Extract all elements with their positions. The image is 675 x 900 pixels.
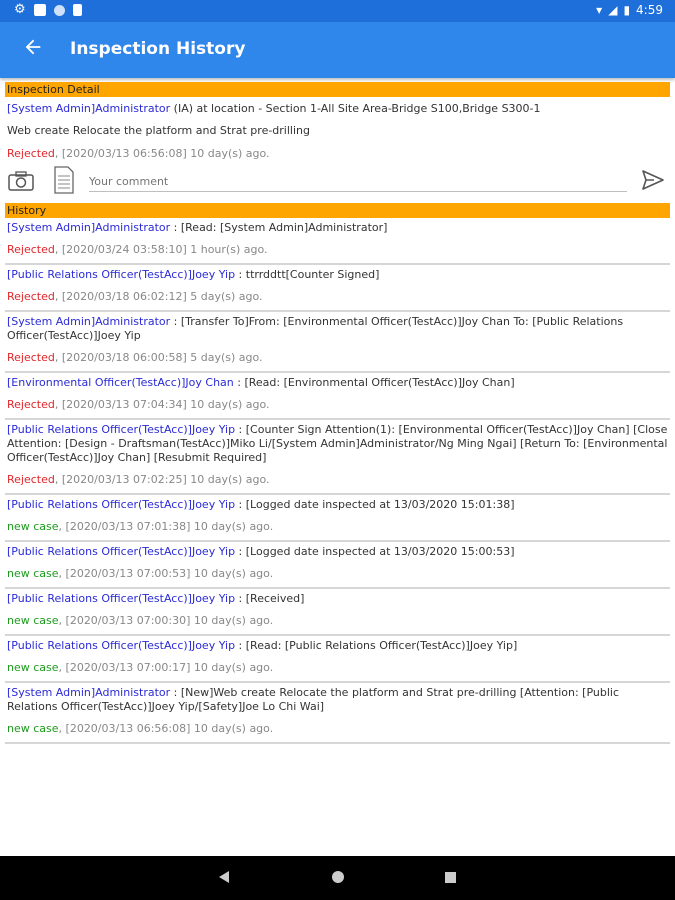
history-status: new case: [7, 722, 59, 735]
comment-row: [0, 165, 675, 201]
history-entry-text: [7, 221, 668, 235]
history-action: : [New]Web create Relocate the platform and Strat pre-drilling [Attention: [Public Relations Officer(TestAcc)]Joey Yip/[Safety]Joe Lo Chi Wai]: [7, 686, 620, 713]
history-entry-text: [7, 592, 668, 606]
history-status-line: [7, 398, 668, 412]
history-action: : ttrrddtt[Counter Signed]: [235, 268, 380, 281]
history-author-link[interactable]: [Public Relations Officer(TestAcc)]Joey Yip: [7, 498, 236, 511]
history-action: : [Read: [Environmental Officer(TestAcc)]Joy Chan]: [233, 376, 515, 389]
history-author-link[interactable]: [System Admin]Administrator: [7, 315, 171, 328]
history-author-link[interactable]: [Public Relations Officer(TestAcc)]Joey Yip: [7, 545, 236, 558]
page-title: Inspection History: [70, 39, 246, 59]
history-status: Rejected: [7, 351, 55, 364]
history-status: new case: [7, 661, 59, 674]
clock: 4:59: [636, 3, 663, 17]
history-author-link[interactable]: [Public Relations Officer(TestAcc)]Joey Yip: [7, 423, 236, 436]
history-entry-text: [7, 376, 668, 390]
history-action: : [Logged date inspected at 13/03/2020 15:00:53]: [235, 545, 515, 558]
nav-bar: [0, 856, 675, 900]
battery-icon: ▮: [623, 3, 631, 17]
detail-location: (IA) at location - Section 1-All Site Area-Bridge S100,Bridge S300-1: [170, 102, 541, 115]
camera-icon[interactable]: [8, 171, 34, 191]
detail-status: Rejected: [7, 147, 55, 160]
history-entry-text: [7, 423, 668, 465]
history-timestamp: , [2020/03/18 06:00:58] 5 day(s) ago.: [54, 351, 263, 364]
history-item: [5, 683, 670, 744]
history-author-link[interactable]: [System Admin]Administrator: [7, 686, 171, 699]
history-entry-text: [7, 498, 668, 512]
history-timestamp: , [2020/03/13 07:00:30] 10 day(s) ago.: [58, 614, 274, 627]
history-status: Rejected: [7, 290, 55, 303]
history-timestamp: , [2020/03/13 07:00:53] 10 day(s) ago.: [58, 567, 274, 580]
history-status: new case: [7, 520, 59, 533]
history-item: [5, 265, 670, 312]
history-status-line: [7, 473, 668, 487]
nav-home-icon[interactable]: [332, 871, 344, 883]
history-timestamp: , [2020/03/13 07:04:34] 10 day(s) ago.: [54, 398, 270, 411]
history-action: : [Read: [Public Relations Officer(TestAcc)]Joey Yip]: [235, 639, 518, 652]
history-status-line: [7, 520, 668, 534]
history-author-link[interactable]: [Public Relations Officer(TestAcc)]Joey Yip: [7, 592, 236, 605]
history-action: : [Counter Sign Attention(1): [Environmental Officer(TestAcc)]Joy Chan] [Close Attention: [Design - Draftsman(TestAcc)]Miko Li/[System Admin]Administrator/Ng Ming Ngai] [Return To: [Environmental Officer(TestAcc)]Joy Chan] [Resubmit Required]: [7, 423, 668, 464]
inspection-detail-header: Inspection Detail: [5, 82, 670, 97]
comment-input[interactable]: [89, 171, 627, 192]
history-status-line: [7, 351, 668, 365]
history-entry-text: [7, 639, 668, 653]
history-timestamp: , [2020/03/13 06:56:08] 10 day(s) ago.: [58, 722, 274, 735]
content: [0, 78, 675, 744]
detail-description: Web create Relocate the platform and Strat pre-drilling: [7, 124, 310, 137]
history-action: : [Logged date inspected at 13/03/2020 15:01:38]: [235, 498, 515, 511]
history-status-line: [7, 243, 668, 257]
sd-card-icon: [73, 4, 82, 16]
history-item: [5, 373, 670, 420]
sync-icon: [54, 5, 65, 16]
history-status: new case: [7, 614, 59, 627]
history-status: new case: [7, 567, 59, 580]
history-header: History: [5, 203, 670, 218]
history-item: [5, 420, 670, 495]
history-status: Rejected: [7, 398, 55, 411]
history-action: : [Received]: [235, 592, 305, 605]
history-author-link[interactable]: [Public Relations Officer(TestAcc)]Joey Yip: [7, 639, 236, 652]
history-entry-text: [7, 268, 668, 282]
settings-icon: ⚙: [14, 2, 26, 17]
history-entry-text: [7, 686, 668, 714]
history-item: [5, 542, 670, 589]
history-action: : [Read: [System Admin]Administrator]: [170, 221, 388, 234]
history-item: [5, 312, 670, 373]
wifi-icon: ▾: [596, 3, 603, 17]
document-icon[interactable]: [54, 166, 74, 194]
history-item: [5, 636, 670, 683]
history-author-link[interactable]: [Public Relations Officer(TestAcc)]Joey Yip: [7, 268, 236, 281]
nav-back-icon[interactable]: [219, 871, 229, 883]
history-author-link[interactable]: [System Admin]Administrator: [7, 221, 171, 234]
history-author-link[interactable]: [Environmental Officer(TestAcc)]Joy Chan: [7, 376, 234, 389]
detail-author-link[interactable]: [System Admin]Administrator: [7, 102, 171, 115]
history-timestamp: , [2020/03/13 07:00:17] 10 day(s) ago.: [58, 661, 274, 674]
history-entry-text: [7, 545, 668, 559]
history-entry-text: [7, 315, 668, 343]
history-action: : [Transfer To]From: [Environmental Officer(TestAcc)]Joy Chan To: [Public Relations Officer(TestAcc)]Joey Yip: [7, 315, 624, 342]
signal-icon: ◢: [608, 3, 618, 17]
history-item: [5, 218, 670, 265]
history-status: Rejected: [7, 243, 55, 256]
history-status-line: [7, 722, 668, 736]
history-status: Rejected: [7, 473, 55, 486]
history-status-line: [7, 567, 668, 581]
detail-status-line: [0, 147, 675, 161]
history-timestamp: , [2020/03/13 07:01:38] 10 day(s) ago.: [58, 520, 274, 533]
nav-recent-icon[interactable]: [445, 872, 456, 883]
notification-icon: [34, 4, 46, 16]
send-icon[interactable]: [641, 169, 665, 191]
history-status-line: [7, 614, 668, 628]
history-timestamp: , [2020/03/18 06:02:12] 5 day(s) ago.: [54, 290, 263, 303]
app-bar: [0, 22, 675, 78]
detail-author-line: [0, 102, 675, 116]
history-status-line: [7, 290, 668, 304]
arrow-left-icon[interactable]: [20, 36, 46, 62]
history-item: [5, 495, 670, 542]
history-timestamp: , [2020/03/24 03:58:10] 1 hour(s) ago.: [54, 243, 268, 256]
history-item: [5, 589, 670, 636]
status-bar: [0, 0, 675, 22]
detail-timestamp: , [2020/03/13 06:56:08] 10 day(s) ago.: [54, 147, 270, 160]
history-list: [5, 218, 670, 744]
history-timestamp: , [2020/03/13 07:02:25] 10 day(s) ago.: [54, 473, 270, 486]
history-status-line: [7, 661, 668, 675]
